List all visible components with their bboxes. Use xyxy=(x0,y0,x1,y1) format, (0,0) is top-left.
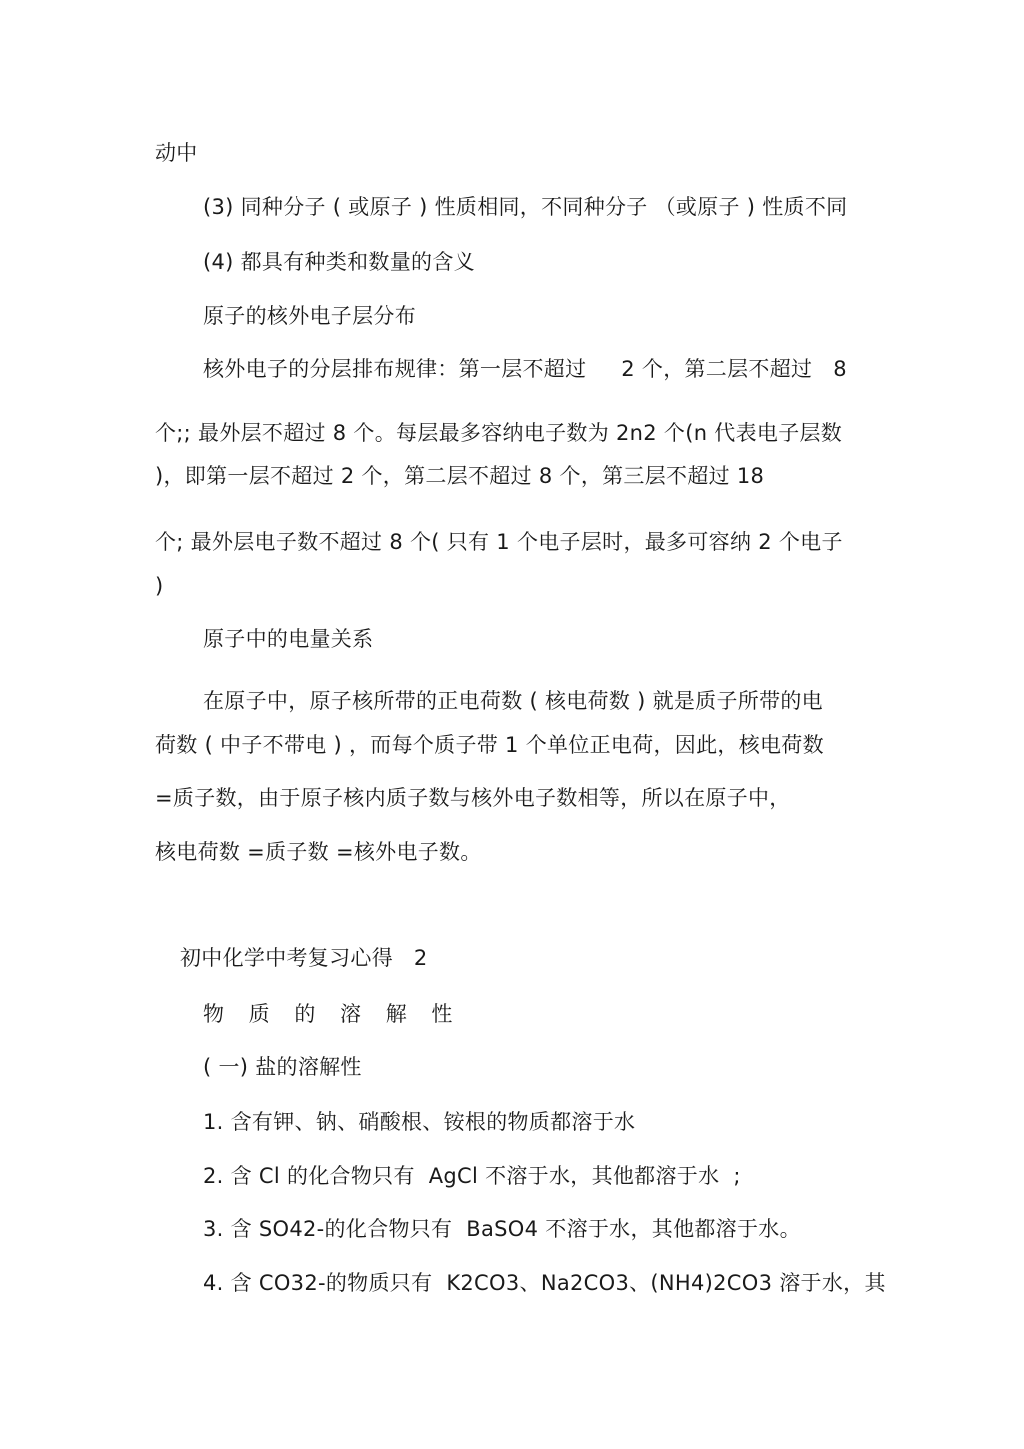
paragraph-line: 核电荷数 =质子数 =核外电子数。 xyxy=(155,840,482,864)
paragraph-line: 在原子中，原子核所带的正电荷数 ( 核电荷数 ) 就是质子所带的电 xyxy=(203,689,823,713)
paragraph-line: 核外电子的分层排布规律：第一层不超过 2 个，第二层不超过 8 xyxy=(203,357,847,381)
list-item-1: 1. 含有钾、钠、硝酸根、铵根的物质都溶于水 xyxy=(203,1110,636,1134)
section-heading-electron-shells: 原子的核外电子层分布 xyxy=(203,304,416,328)
list-item-2: 2. 含 Cl 的化合物只有 AgCl 不溶于水，其他都溶于水 ; xyxy=(203,1164,741,1188)
paragraph-line: 个; 最外层电子数不超过 8 个( 只有 1 个电子层时，最多可容纳 2 个电子 xyxy=(155,530,843,554)
paragraph-line: 荷数 ( 中子不带电 ) ，而每个质子带 1 个单位正电荷，因此，核电荷数 xyxy=(155,733,824,757)
list-item-3-sulfate: 3. 含 SO42-的化合物只有 BaSO4 不溶于水，其他都溶于水。 xyxy=(203,1217,801,1241)
subsection-heading-salt-solubility: ( 一) 盐的溶解性 xyxy=(203,1055,362,1079)
list-item-4-carbonate: 4. 含 CO32-的物质只有 K2CO3、Na2CO3、(NH4)2CO3 溶于水，其 xyxy=(203,1271,886,1295)
section-heading-charge-relation: 原子中的电量关系 xyxy=(203,627,374,651)
text-line-fragment: 动中 xyxy=(155,141,198,165)
section-heading-solubility: 物 质 的 溶 解 性 xyxy=(203,1002,462,1026)
paragraph-line: )，即第一层不超过 2 个，第二层不超过 8 个，第三层不超过 18 xyxy=(155,464,765,488)
document-title: 初中化学中考复习心得 2 xyxy=(180,946,428,970)
paragraph-line: 个;; 最外层不超过 8 个。每层最多容纳电子数为 2n2 个(n 代表电子层数 xyxy=(155,421,843,445)
paragraph-line: =质子数，由于原子核内质子数与核外电子数相等，所以在原子中， xyxy=(155,786,791,810)
list-item-4: (4) 都具有种类和数量的含义 xyxy=(203,250,475,274)
paragraph-line: ) xyxy=(155,574,164,598)
list-item-3: (3) 同种分子 ( 或原子 ) 性质相同，不同种分子 （或原子 ) 性质不同 xyxy=(203,195,848,219)
